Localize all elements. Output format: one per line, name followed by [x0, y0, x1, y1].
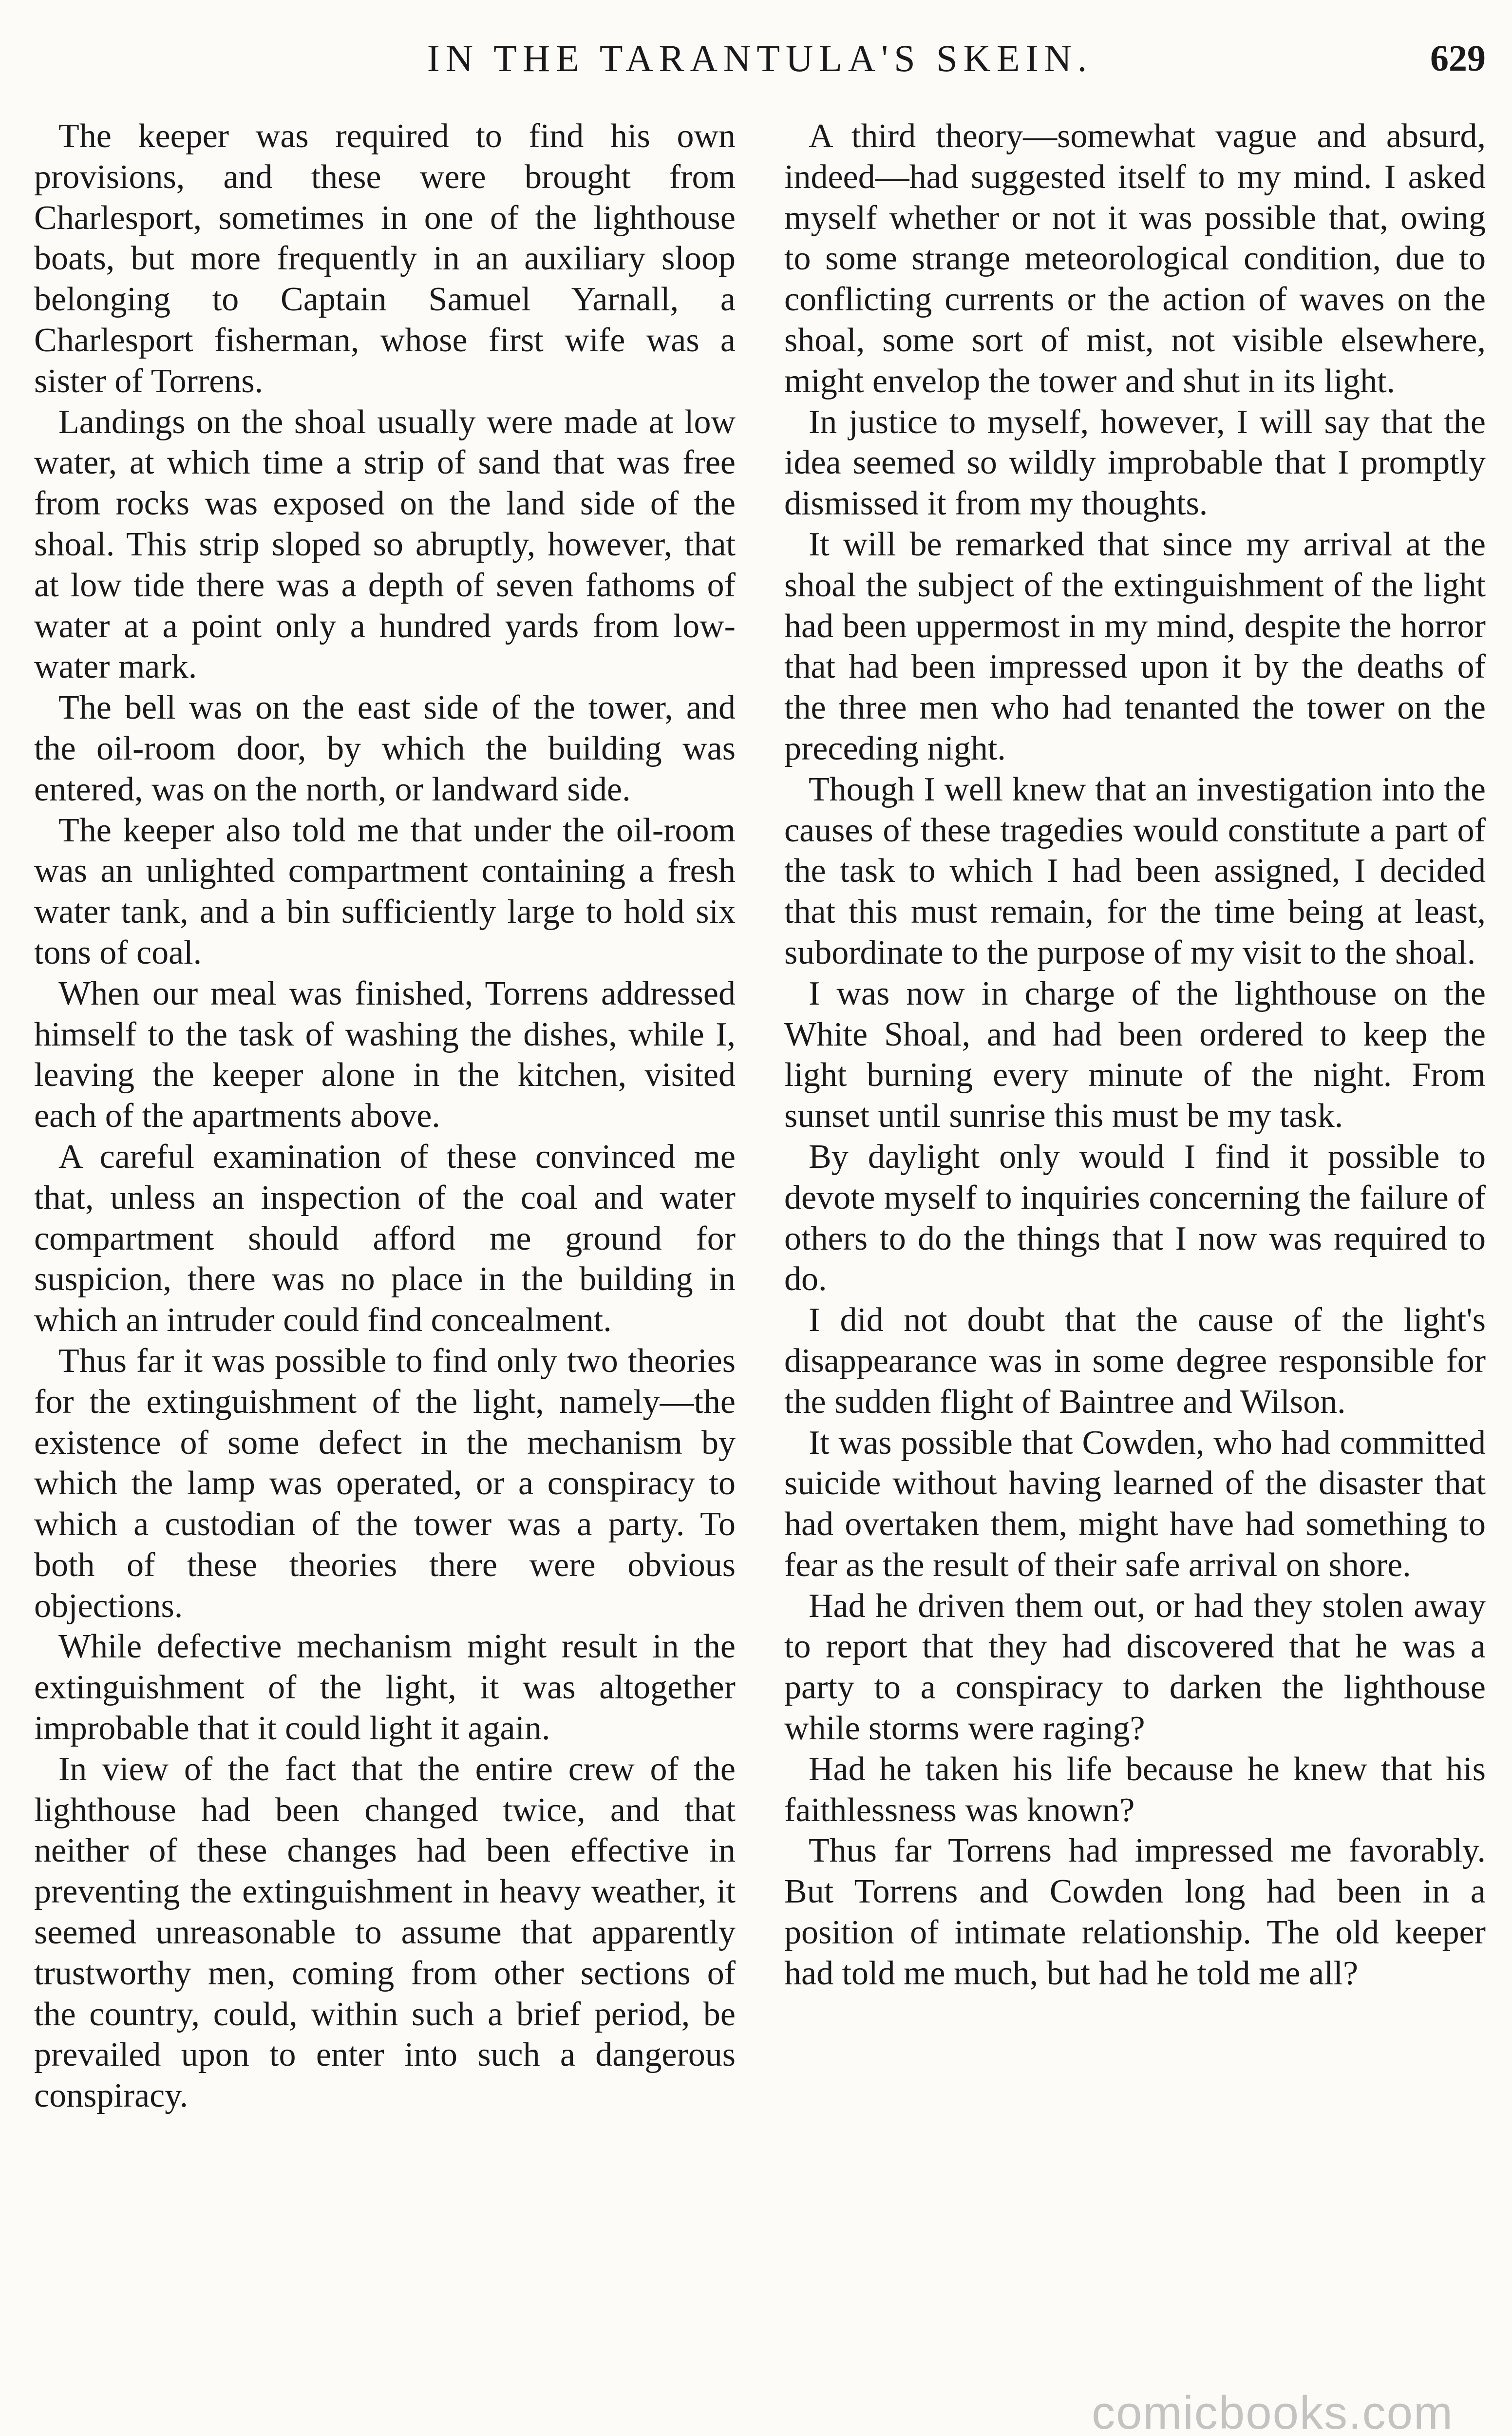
paragraph: Landings on the shoal usually were made at low water, at which time a strip of sand that was free from rocks was exposed on the land side of the shoal. This strip sloped so abruptly, however, that at low tide there was a depth of seven fathoms of water at a point only a hundred yards from low-water mark.: [34, 403, 736, 686]
paragraph: By daylight only would I find it possible to devote myself to inquiries concerning the failure of others to do the things that I now was required to do.: [784, 1138, 1486, 1298]
paragraph: The keeper also told me that under the oil-room was an unlighted compartment containing a fresh water tank, and a bin sufficiently large to hold six tons of coal.: [34, 811, 736, 971]
paragraph: Thus far Torrens had impressed me favorably. But Torrens and Cowden long had been in a position of intimate relationship. The old keeper had told me much, but had he told me all?: [784, 1832, 1486, 1992]
page-header: [34, 29, 1486, 88]
paragraph: It will be remarked that since my arrival at the shoal the subject of the extinguishment of the light had been uppermost in my mind, despite the horror that had been impressed upon it by the deaths of the three men who had tenanted the tower on the preceding night.: [784, 525, 1486, 767]
paragraph: Thus far it was possible to find only two theories for the extinguishment of the light, namely—the existence of some defect in the mechanism by which the lamp was operated, or a conspiracy to which a custodian of the tower was a party. To both of these theories there were obvious objections.: [34, 1342, 736, 1625]
paragraph: In justice to myself, however, I will say that the idea seemed so wildly improbable that I promptly dismissed it from my thoughts.: [784, 403, 1486, 523]
paragraph: The keeper was required to find his own provisions, and these were brought from Charlesport, sometimes in one of the lighthouse boats, but more frequently in an auxiliary sloop belonging to Captain Samuel Yarnall, a Charlesport fisherman, whose first wife was a sister of Torrens.: [34, 117, 736, 400]
running-title: IN THE TARANTULA'S SKEIN.: [427, 37, 1093, 79]
page-number: 629: [1430, 38, 1486, 79]
paragraph: I was now in charge of the lighthouse on the White Shoal, and had been ordered to keep the light burning every minute of the night. From sunset until sunrise this must be my task.: [784, 974, 1486, 1135]
paragraph: It was possible that Cowden, who had committed suicide without having learned of the disaster that had overtaken them, might have had something to fear as the result of their safe arrival on shore.: [784, 1424, 1486, 1584]
watermark: comicbooks.com: [1092, 2387, 1454, 2436]
right-column: [784, 116, 1486, 2436]
paragraph: Had he driven them out, or had they stolen away to report that they had discovered that he was a party to a conspiracy to darken the lighthouse while storms were raging?: [784, 1587, 1486, 1748]
paragraph: The bell was on the east side of the tower, and the oil-room door, by which the building was entered, was on the north, or landward side.: [34, 689, 736, 808]
paragraph: Though I well knew that an investigation into the causes of these tragedies would constitute a part of the task to which I had been assigned, I decided that this must remain, for the time being at least, subordinate to the purpose of my visit to the shoal.: [784, 770, 1486, 971]
paragraph: A third theory—somewhat vague and absurd, indeed—had suggested itself to my mind. I asked myself whether or not it was possible that, owing to some strange meteorological condition, due to conflicting currents or the action of waves on the shoal, some sort of mist, not visible elsewhere, might envelop the tower and shut in its light.: [784, 117, 1486, 400]
paragraph: In view of the fact that the entire crew of the lighthouse had been changed twice, and that neither of these changes had been effective in preventing the extinguishment in heavy weather, it seemed unreasonable to assume that apparently trustworthy men, coming from other sections of the country, could, within such a brief period, be prevailed upon to enter into such a dangerous conspiracy.: [34, 1750, 736, 2115]
paragraph: A careful examination of these convinced me that, unless an inspection of the coal and water compartment should afford me ground for suspicion, there was no place in the building in which an intruder could find concealment.: [34, 1138, 736, 1339]
left-column: [34, 116, 736, 2436]
paragraph: While defective mechanism might result in the extinguishment of the light, it was altogether improbable that it could light it again.: [34, 1628, 736, 1748]
paragraph: When our meal was finished, Torrens addressed himself to the task of washing the dishes, while I, leaving the keeper alone in the kitchen, visited each of the apartments above.: [34, 974, 736, 1135]
paragraph: I did not doubt that the cause of the light's disappearance was in some degree responsible for the sudden flight of Baintree and Wilson.: [784, 1301, 1486, 1421]
paragraph: Had he taken his life because he knew that his faithlessness was known?: [784, 1750, 1486, 1829]
